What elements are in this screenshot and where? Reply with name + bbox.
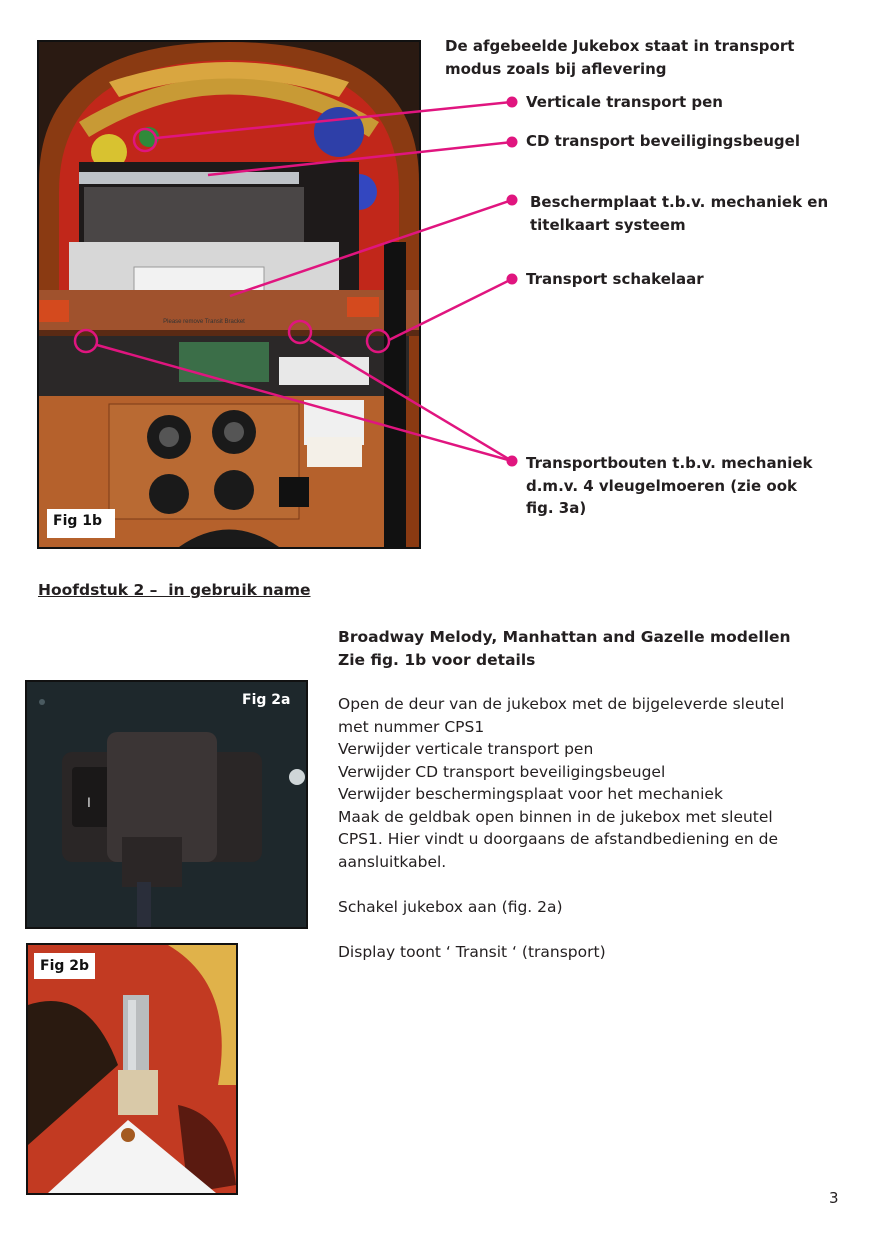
instruction-line: Maak de geldbak open binnen in de jukebox met sleutel [338, 807, 773, 826]
section-title: Broadway Melody, Manhattan and Gazelle modellen Zie fig. 1b voor details [338, 628, 791, 669]
instructions-body [338, 693, 784, 873]
fig-1b-intro: De afgebeelde Jukebox staat in transport modus zoals bij aflevering [445, 37, 795, 78]
callout-cd-transport-bracket: CD transport beveiligingsbeugel [526, 132, 800, 150]
callout-dot-icon [507, 274, 518, 285]
fig-2b-label: Fig 2b [34, 953, 95, 979]
page-number: 3 [829, 1189, 839, 1207]
fig-2a-photo [25, 680, 308, 929]
switch-on-instruction: Schakel jukebox aan (fig. 2a) [338, 898, 563, 916]
instruction-line: Verwijder beschermingsplaat voor het mechaniek [338, 785, 723, 803]
instruction-line: Open de deur van de jukebox met de bijgeleverde sleutel [338, 695, 785, 713]
transport-pin-photo-illustration [28, 945, 236, 1193]
instruction-line: Verwijder verticale transport pen [338, 740, 594, 758]
instruction-line: CPS1. Hier vindt u doorgaans de afstandbediening en de [338, 830, 778, 848]
callout-transport-bolts: Transportbouten t.b.v. mechaniek d.m.v. 4 vleugelmoeren (zie ook fig. 3a) [526, 454, 813, 517]
callout-dot-icon [507, 195, 518, 206]
svg-text:I: I [87, 794, 91, 810]
fig-1b-photo [37, 40, 421, 549]
instruction-line: met nummer CPS1 [338, 717, 485, 736]
callout-transport-switch: Transport schakelaar [526, 270, 704, 288]
fig-1b-label: Fig 1b [47, 509, 115, 538]
fig-2a-label: Fig 2a [242, 692, 291, 708]
display-instruction: Display toont ‘ Transit ‘ (transport) [338, 943, 606, 961]
fig-2b-photo [26, 943, 238, 1195]
chapter-heading: Hoofdstuk 2 – in gebruik name [38, 581, 311, 599]
transit-bracket-sign: Please remove Transit Bracket [163, 319, 245, 325]
callout-vertical-transport-pin: Verticale transport pen [526, 93, 723, 111]
callout-dot-icon [507, 137, 518, 148]
callout-dot-icon [507, 97, 518, 108]
callout-protective-plate: Beschermplaat t.b.v. mechaniek en titelkaart systeem [530, 193, 829, 234]
instruction-line: aansluitkabel. [338, 852, 447, 871]
instruction-line: Verwijder CD transport beveiligingsbeugel [338, 762, 666, 781]
callout-dot-icon [507, 456, 518, 467]
jukebox-photo-illustration [39, 42, 419, 547]
power-switch-photo-illustration [27, 682, 306, 927]
